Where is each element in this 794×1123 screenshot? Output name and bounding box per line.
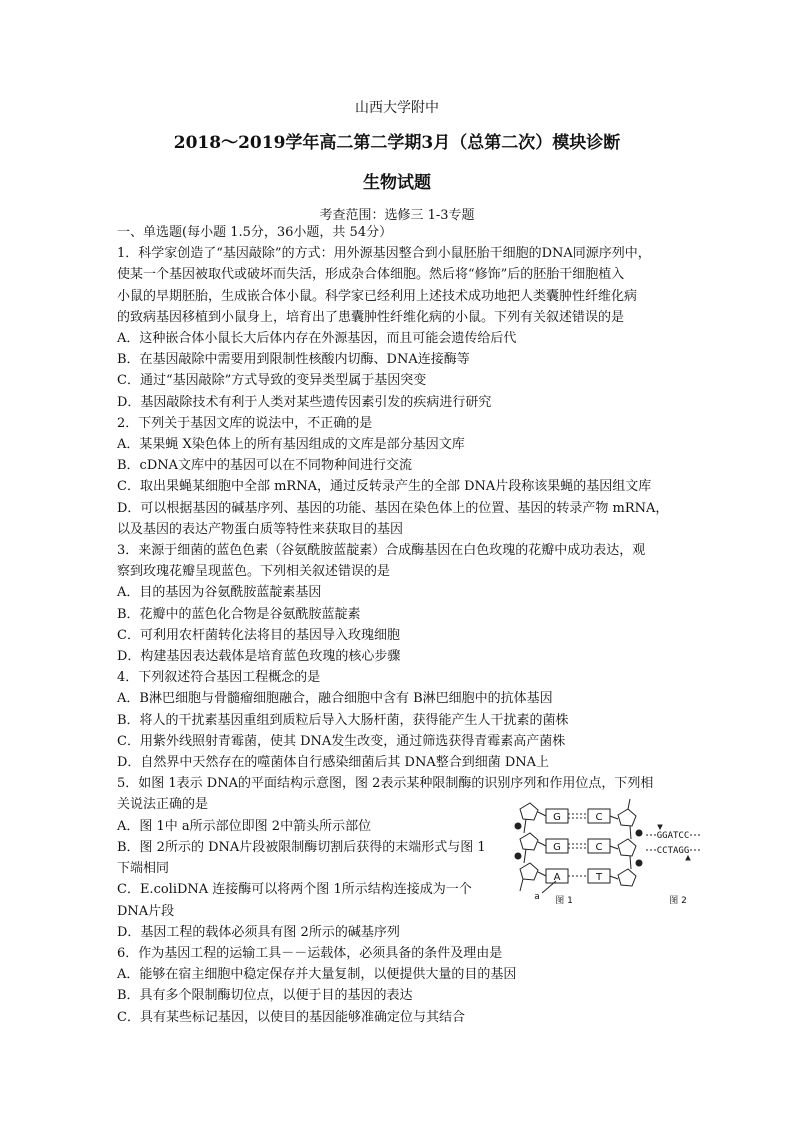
q3-option: D．构建基因表达载体是培育蓝色玫瑰的核心步骤 (117, 649, 401, 665)
q2-option: C．取出果蝇某细胞中全部 mRNA，通过反转录产生的全部 DNA片段称该果蝇的基因组文库 (117, 479, 652, 495)
q3-option: B．花瓣中的蓝色化合物是谷氨酰胺蓝靛素 (117, 606, 361, 622)
q6-option: A．能够在宿主细胞中稳定保存并大量复制，以便提供大量的目的基因 (117, 967, 517, 983)
q2-option: A．某果蝇 X染色体上的所有基因组成的文库是部分基因文库 (117, 437, 465, 453)
school-name: 山西大学附中 (355, 100, 439, 116)
q5-option: A．图 1中 a所示部位即图 2中箭头所示部位 (117, 818, 372, 834)
q5-option: B．图 2所示的 DNA片段被限制酶切割后获得的末端形式与图 1 (117, 839, 486, 855)
base-g1: G (553, 812, 561, 823)
q1-option: A．这种嵌合体小鼠长大后体内存在外源基因，而且可能会遗传给后代 (117, 331, 517, 347)
section-heading: 一、单选题(每小题 1.5分，36小题，共 54分） (117, 225, 393, 240)
dna-structure-diagram (515, 799, 642, 893)
q1-stem-line: 使某一个基因被取代或破坏而失活，形成杂合体细胞。然后将“修饰”后的胚胎干细胞植入 (117, 267, 625, 283)
q1-stem-line: 小鼠的早期胚胎，生成嵌合体小鼠。科学家已经利用上述技术成功地把人类囊肿性纤维化病 (117, 288, 638, 304)
seq-top: GGATCC (656, 831, 690, 841)
q1-option: D．基因敲除技术有利于人类对某些遗传因素引发的疾病进行研究 (117, 394, 492, 410)
q3-option: C．可利用农杆菌转化法将目的基因导入玫瑰细胞 (117, 627, 400, 643)
q2-option: D．可以根据基因的碱基序列、基因的功能、基因在染色体上的位置、基因的转录产物 mRNA， (117, 500, 669, 516)
q4-stem-line: 4．下列叙述符合基因工程概念的是 (117, 670, 321, 686)
subject-title: 生物试题 (363, 173, 431, 193)
q2-stem-line: 2．下列关于基因文库的说法中，不正确的是 (117, 415, 373, 431)
q5-stem-line: 关说法正确的是 (117, 797, 209, 813)
base-t: T (595, 872, 603, 883)
q6-option: C．具有某些标记基因，以使目的基因能够准确定位与其结合 (117, 1009, 465, 1025)
exam-title: 2018～2019学年高二第二学期3月（总第二次）模块诊断 (173, 133, 621, 153)
figure2-caption: 图 2 (669, 896, 687, 906)
q6-option: B．具有多个限制酶切位点，以便于目的基因的表达 (117, 988, 413, 1004)
q2-option: 以及基因的表达产物蛋白质等特性来获取目的基因 (117, 521, 404, 537)
q1-stem-line: 1．科学家创造了“基因敲除”的方式：用外源基因整合到小鼠胚胎干细胞的DNA同源序列中， (117, 246, 651, 262)
q1-option: B．在基因敲除中需要用到限制性核酸内切酶、DNA连接酶等 (117, 352, 470, 368)
q4-option: A．B淋巴细胞与骨髓瘤细胞融合，融合细胞中含有 B淋巴细胞中的抗体基因 (117, 691, 553, 707)
q5-stem-line: 5．如图 1表示 DNA的平面结构示意图，图 2表示某种限制酶的识别序列和作用位点，下列相 (117, 776, 654, 792)
base-c1: C (595, 812, 603, 823)
q2-option: B．cDNA文库中的基因可以在不同物种间进行交流 (117, 458, 413, 474)
base-g2: G (553, 842, 561, 853)
base-c2: C (595, 842, 603, 853)
figure1-caption: 图 1 (555, 896, 573, 906)
q4-option: C．用紫外线照射青霉菌，使其 DNA发生改变，通过筛选获得青霉素高产菌株 (117, 733, 566, 749)
q3-option: A．目的基因为谷氨酰胺蓝靛素基因 (117, 585, 322, 601)
q3-stem-line: 3．来源于细菌的蓝色色素（谷氨酰胺蓝靛素）合成酶基因在白色玫瑰的花瓣中成功表达，观 (117, 543, 646, 559)
q5-option: D．基因工程的载体必须具有图 2所示的碱基序列 (117, 924, 400, 940)
exam-range: 考查范围：选修三 1-3专题 (319, 208, 475, 223)
base-a: A (553, 872, 561, 883)
q1-option: C．通过“基因敲除”方式导致的变异类型属于基因突变 (117, 373, 427, 389)
label-a: a (534, 892, 540, 902)
q4-option: B．将人的干扰素基因重组到质粒后导入大肠杆菌，获得能产生人干扰素的菌株 (117, 712, 569, 728)
q1-stem-line: 的致病基因移植到小鼠身上，培育出了患囊肿性纤维化病的小鼠。下列有关叙述错误的是 (117, 309, 625, 325)
q4-option: D．自然界中天然存在的噬菌体自行感染细菌后其 DNA整合到细菌 DNA上 (117, 755, 550, 771)
q5-option: DNA片段 (117, 903, 175, 919)
q3-stem-line: 察到玫瑰花瓣呈现蓝色。下列相关叙述错误的是 (117, 564, 391, 580)
seq-bottom: CCTAGG (656, 846, 690, 856)
q5-option: C．E.coliDNA 连接酶可以将两个图 1所示结构连接成为一个 (117, 882, 472, 898)
q6-stem-line: 6．作为基因工程的运输工具－－运载体，必须具备的条件及理由是 (117, 945, 503, 961)
q5-option: 下端相同 (117, 861, 170, 877)
dna-figure (506, 795, 712, 907)
